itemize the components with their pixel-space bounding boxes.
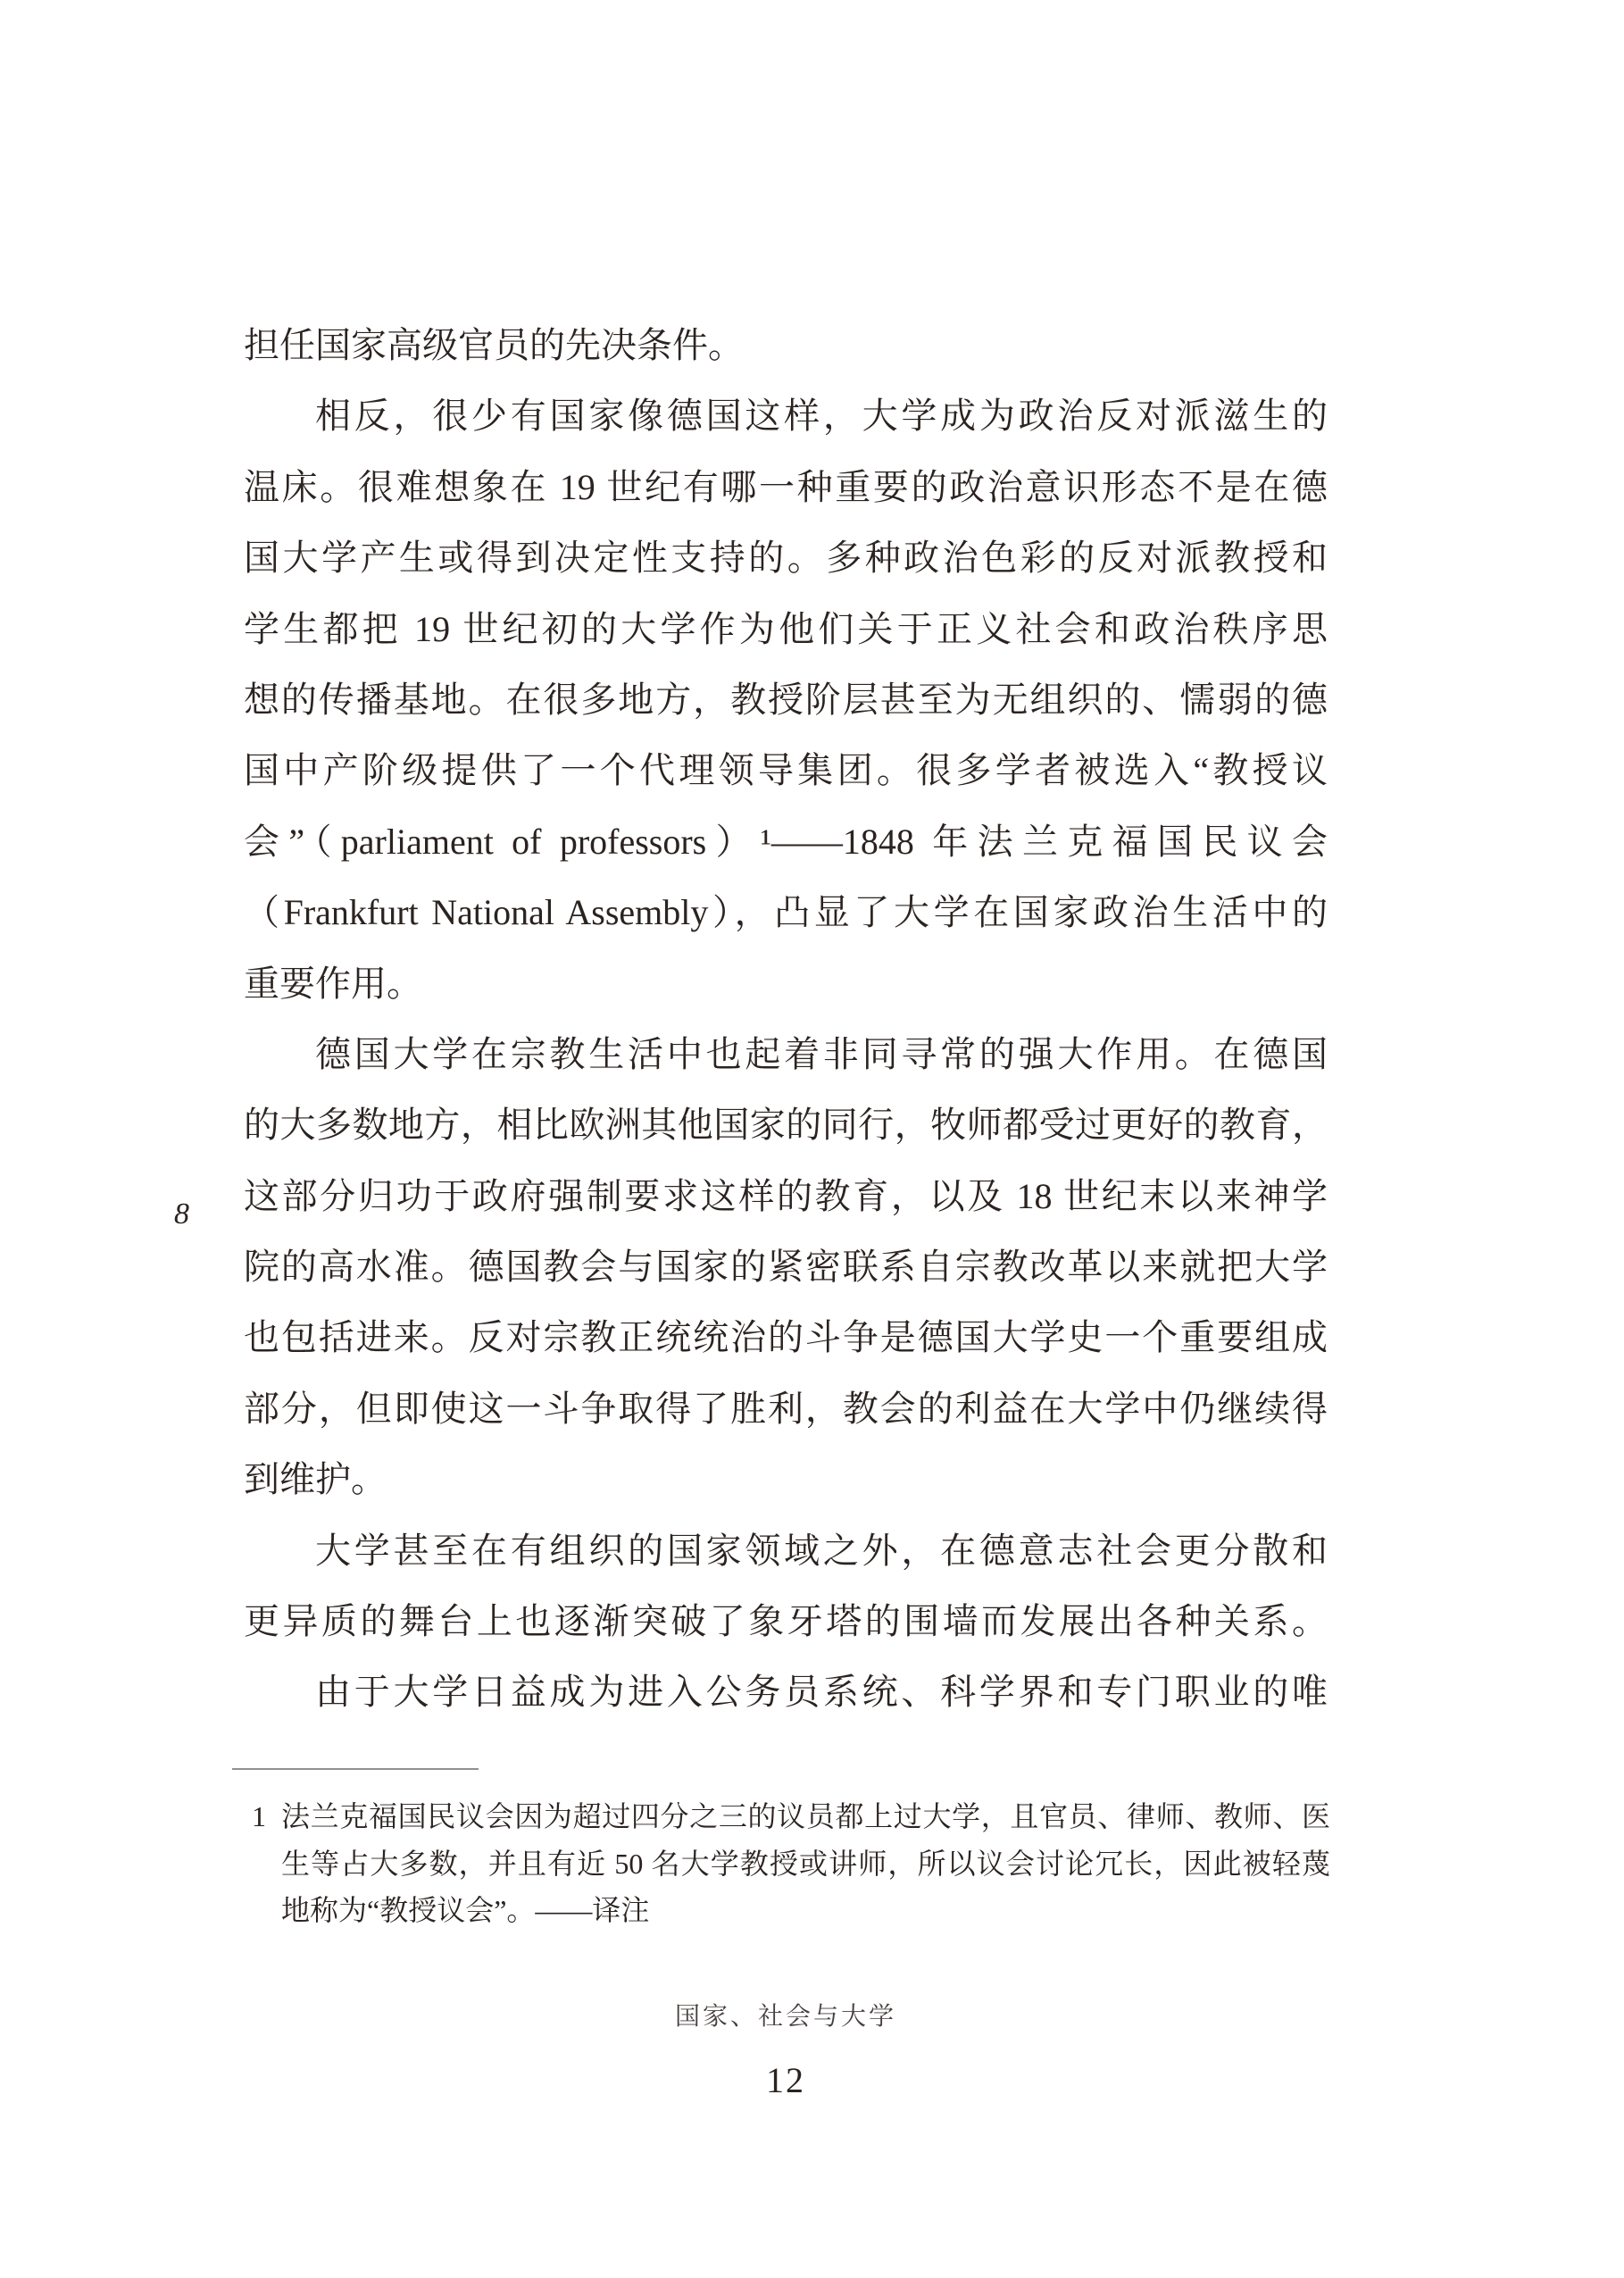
body-line: 会”（parliament of professors）¹——1848 年法兰克福国民议会 — [244, 821, 1328, 862]
body-line: 想的传播基地。在很多地方，教授阶层甚至为无组织的、懦弱的德 — [244, 679, 1328, 720]
body-line: 到维护。 — [244, 1459, 387, 1500]
body-line: 国大学产生或得到决定性支持的。多种政治色彩的反对派教授和 — [244, 538, 1328, 579]
body-line: 由于大学日益成为进入公务员系统、科学界和专门职业的唯 — [315, 1672, 1328, 1713]
body-line: 国中产阶级提供了一个代理领导集团。很多学者被选入“教授议 — [244, 750, 1328, 791]
body-line: 院的高水准。德国教会与国家的紧密联系自宗教改革以来就把大学 — [244, 1247, 1328, 1288]
main-text-block — [244, 310, 1328, 1728]
body-line: 温床。很难想象在 19 世纪有哪一种重要的政治意识形态不是在德 — [244, 466, 1328, 507]
footnote-separator — [232, 1768, 479, 1770]
body-line: 也包括进来。反对宗教正统统治的斗争是德国大学史一个重要组成 — [244, 1317, 1328, 1358]
page-number: 12 — [766, 2060, 805, 2100]
footnote-number: 1 — [252, 1800, 266, 1832]
body-line: 的大多数地方，相比欧洲其他国家的同行，牧师都受过更好的教育， — [244, 1105, 1328, 1146]
body-line: 学生都把 19 世纪初的大学作为他们关于正义社会和政治秩序思 — [244, 608, 1328, 649]
running-title: 国家、社会与大学 — [674, 2003, 896, 2031]
footnote-line: 法兰克福国民议会因为超过四分之三的议员都上过大学，且官员、律师、教师、医 — [281, 1800, 1330, 1832]
body-line: 大学甚至在有组织的国家领域之外，在德意志社会更分散和 — [315, 1530, 1328, 1571]
body-line: 部分，但即使这一斗争取得了胜利，教会的利益在大学中仍继续得 — [244, 1388, 1328, 1429]
body-line: 担任国家高级官员的先决条件。 — [244, 325, 744, 365]
body-line: 更异质的舞台上也逐渐突破了象牙塔的围墙而发展出各种关系。 — [244, 1601, 1328, 1642]
body-line: 相反，很少有国家像德国这样，大学成为政治反对派滋生的 — [315, 396, 1328, 437]
footnote-block — [252, 1793, 1330, 1934]
footnote-line: 地称为“教授议会”。——译注 — [281, 1894, 650, 1926]
body-line: （Frankfurt National Assembly），凸显了大学在国家政治生活中的 — [244, 892, 1328, 933]
body-line: 重要作用。 — [244, 963, 422, 1004]
footnote-line: 生等占大多数，并且有近 50 名大学教授或讲师，所以议会讨论冗长，因此被轻蔑 — [281, 1847, 1330, 1880]
body-line: 德国大学在宗教生活中也起着非同寻常的强大作用。在德国 — [315, 1033, 1328, 1074]
original-edition-page-number: 8 — [174, 1197, 189, 1231]
body-line: 这部分归功于政府强制要求这样的教育，以及 18 世纪末以来神学 — [244, 1175, 1328, 1216]
